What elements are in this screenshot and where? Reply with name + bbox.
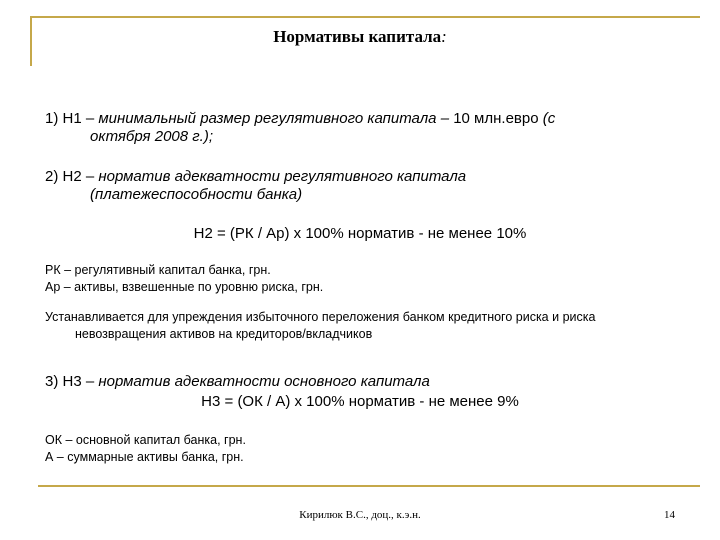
note-line-1: Устанавливается для упреждения избыточного переложения банком кредитного риска и риска	[45, 310, 596, 324]
formula-h2-expr: Н2 = (РК / Ар) х 100%	[193, 225, 344, 242]
item-3	[45, 373, 430, 391]
item-1-lead: 1) Н1 –	[45, 110, 99, 127]
item-1-tail-b: октября 2008 г.);	[90, 128, 213, 145]
note	[45, 309, 595, 343]
def-rk: РК – регулятивный капитал банка, грн.	[45, 263, 271, 277]
item-2-lead: 2) Н2 –	[45, 168, 99, 185]
formula-h3-mid: норматив -	[344, 393, 429, 410]
footer-author: Кирилюк В.С., доц., к.э.н.	[299, 509, 421, 521]
defs-h3	[45, 432, 246, 466]
defs-h2	[45, 262, 323, 296]
item-2-desc-a: норматив адекватности регулятивного капитала	[98, 168, 467, 185]
item-1-tail-a: (с	[538, 110, 556, 127]
item-2-desc-b: (платежеспособности банка)	[90, 186, 303, 203]
decor-top-line	[30, 16, 700, 18]
item-1	[45, 110, 555, 146]
formula-h3-expr: Н3 = (ОК / А) х 100%	[201, 393, 345, 410]
item-1-desc: минимальный размер регулятивного капитала –	[98, 110, 454, 127]
item-2	[45, 168, 466, 204]
formula-h2-mid: норматив -	[343, 225, 428, 242]
formula-h2-bound: не менее 10%	[427, 225, 527, 242]
formula-h3-bound: не менее 9%	[428, 393, 519, 410]
slide-title	[0, 27, 720, 47]
decor-bottom-line	[38, 485, 700, 487]
note-line-2: невозвращения активов на кредиторов/вкладчиков	[75, 327, 373, 341]
page-number: 14	[664, 509, 675, 521]
title-text: Нормативы капитала	[273, 27, 442, 46]
item-3-desc: норматив адекватности основного капитала	[98, 373, 430, 390]
item-1-value: 10 млн.евро	[453, 110, 539, 127]
def-ok: ОК – основной капитал банка, грн.	[45, 433, 246, 447]
formula-h2	[0, 225, 720, 243]
title-colon: :	[441, 27, 447, 46]
item-3-lead: 3) Н3 –	[45, 373, 99, 390]
def-a: А – суммарные активы банка, грн.	[45, 450, 244, 464]
def-ar: Ар – активы, взвешенные по уровню риска, грн.	[45, 280, 324, 294]
formula-h3	[0, 393, 720, 411]
